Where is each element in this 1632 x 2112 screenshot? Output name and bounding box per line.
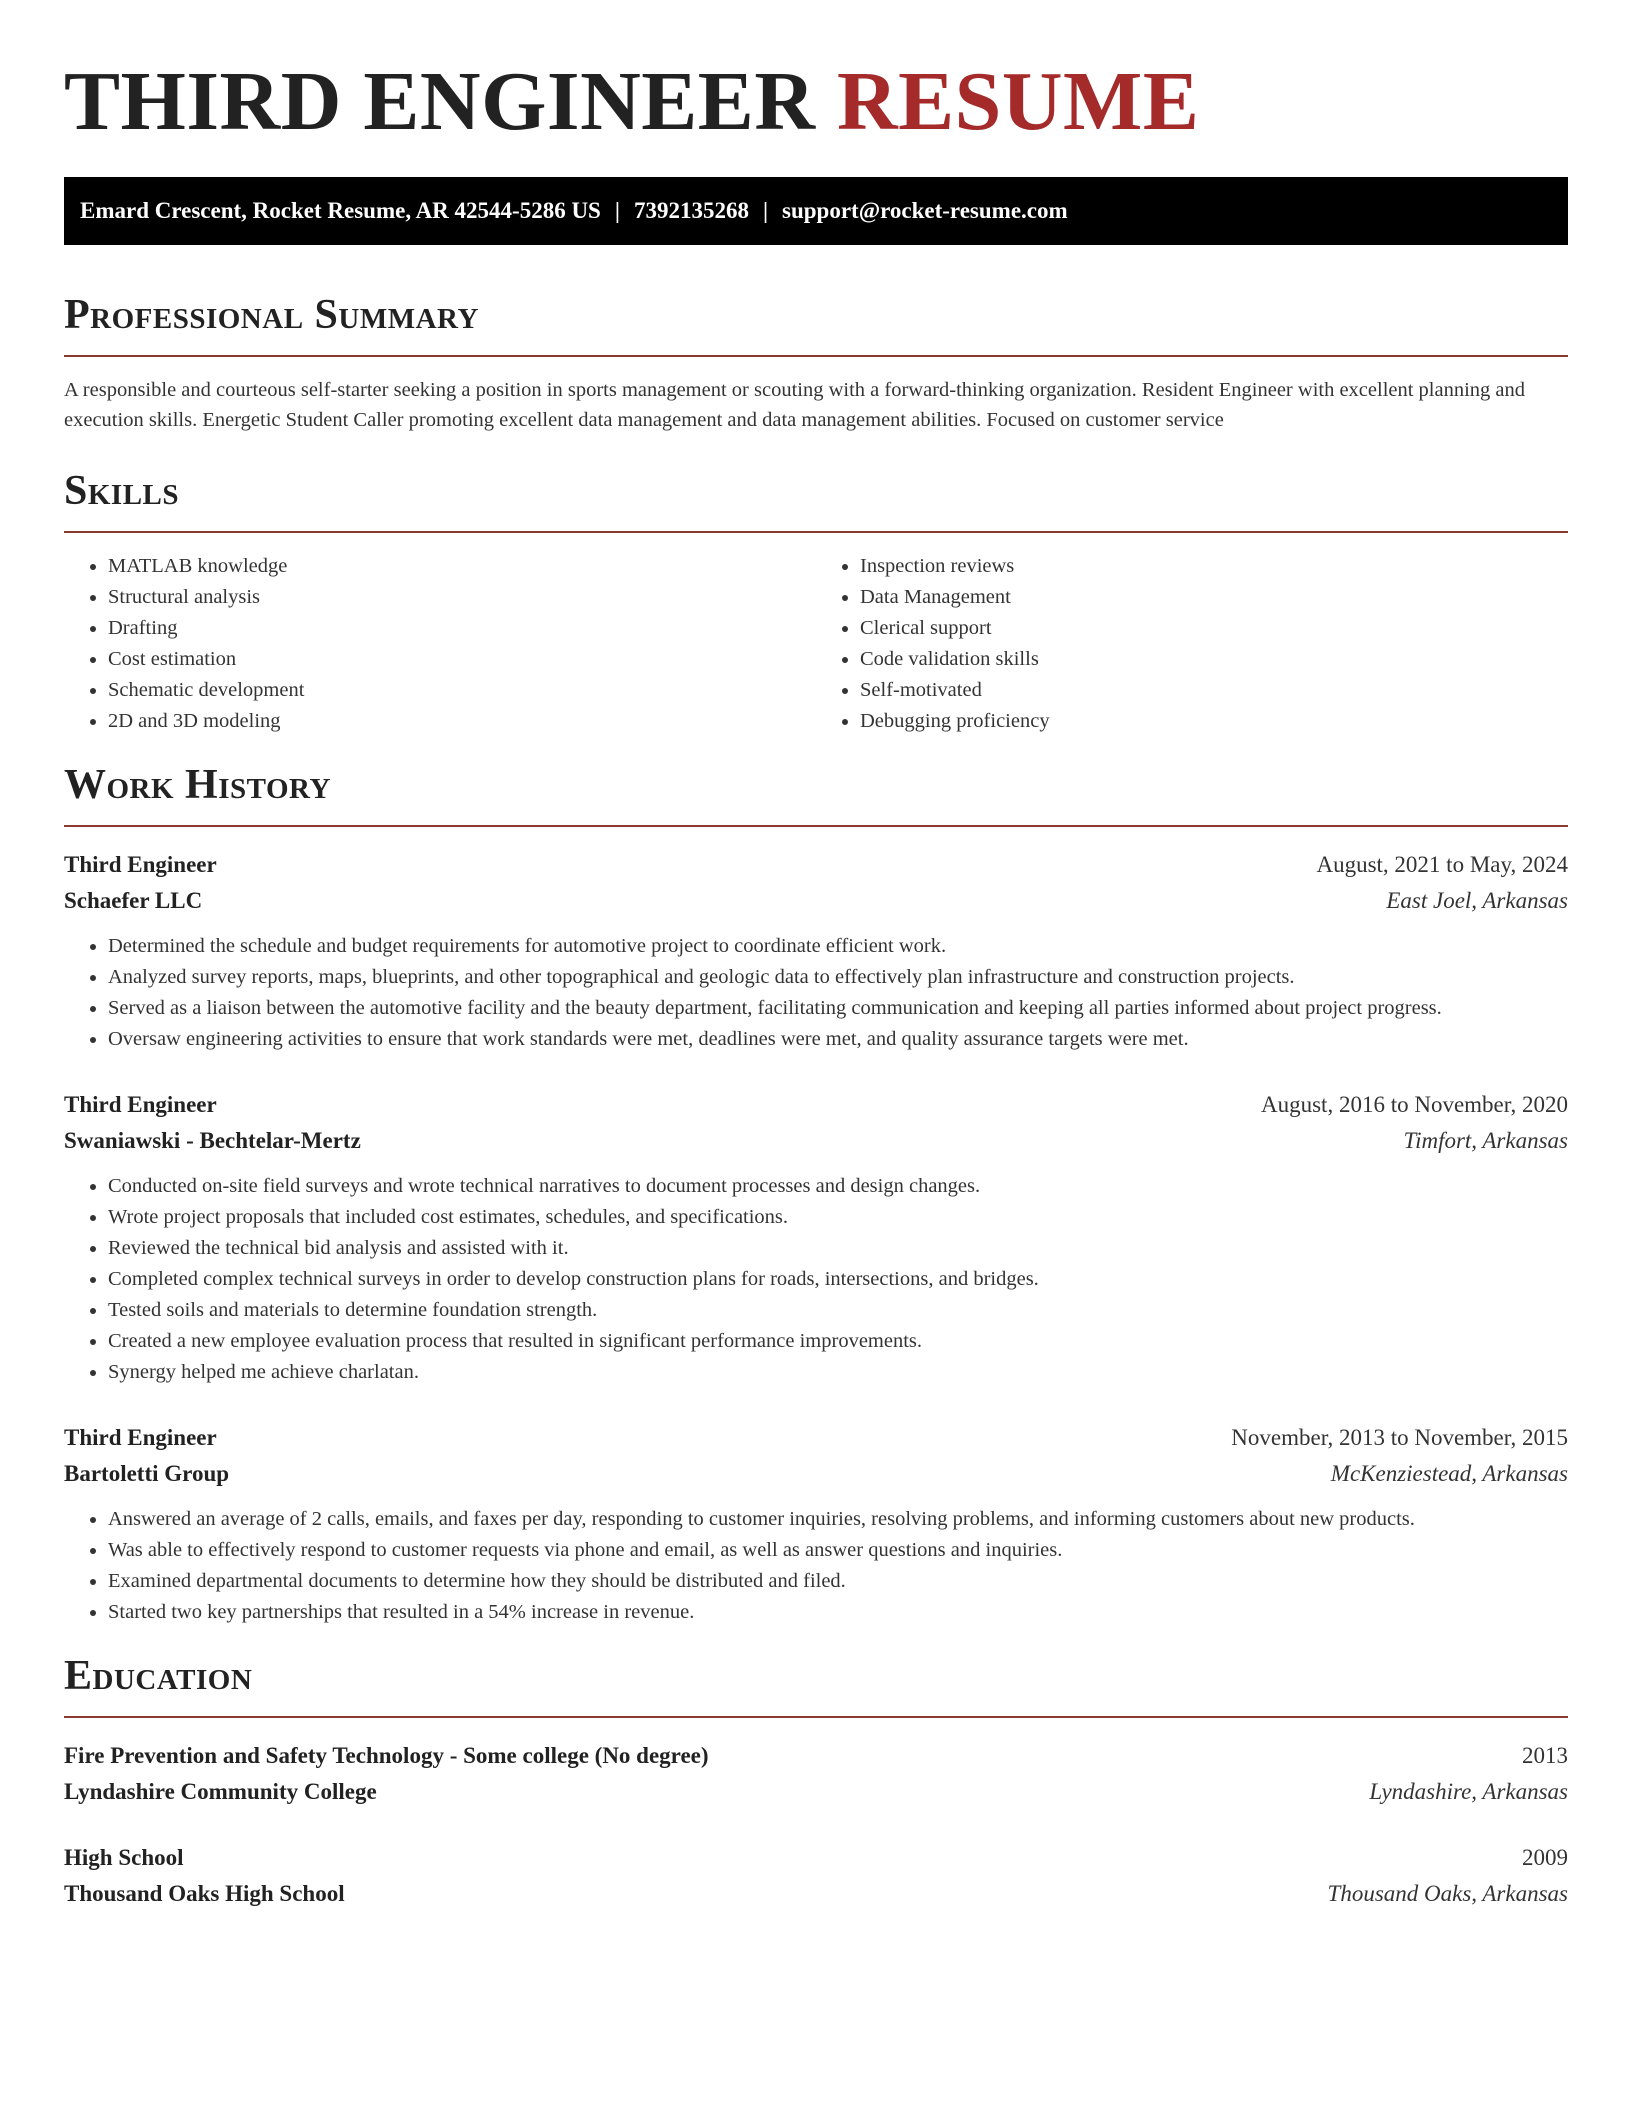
job-bullet: • Wrote project proposals that included cost estimates, schedules, and specifications. bbox=[108, 1202, 1568, 1233]
job-dates: August, 2021 to May, 2024 bbox=[1316, 852, 1568, 877]
job-bullet: • Oversaw engineering activities to ensure that work standards were met, deadlines were met, and quality assurance targets were met. bbox=[108, 1024, 1568, 1055]
education-school: Thousand Oaks High School bbox=[64, 1881, 345, 1906]
job-company-row bbox=[64, 1456, 1568, 1492]
work-history-section bbox=[64, 761, 1568, 1628]
job-bullet: • Created a new employee evaluation process that resulted in significant performance improvements. bbox=[108, 1326, 1568, 1357]
job-bullet: • Determined the schedule and budget requirements for automotive project to coordinate efficient work. bbox=[108, 931, 1568, 962]
job-header-row bbox=[64, 1420, 1568, 1456]
job-bullets bbox=[64, 1504, 1568, 1628]
job-header-row bbox=[64, 1087, 1568, 1123]
education-degree: Fire Prevention and Safety Technology - Some college (No degree) bbox=[64, 1743, 709, 1768]
section-heading-skills: Skills bbox=[64, 468, 180, 514]
job-bullet: • Synergy helped me achieve charlatan. bbox=[108, 1357, 1568, 1388]
job-entry bbox=[64, 1420, 1568, 1628]
section-heading-education: Education bbox=[64, 1653, 253, 1699]
education-year: 2013 bbox=[1522, 1743, 1568, 1768]
summary-text: A responsible and courteous self-starter seeking a position in sports management or scouting with a forward-thinking organization. Resident Engineer with excellent planning and execution skills. Energetic Student Caller promoting excellent data management and data management abilities. Focused on customer service bbox=[64, 379, 1526, 431]
job-bullets bbox=[64, 931, 1568, 1055]
job-bullet: • Started two key partnerships that resulted in a 54% increase in revenue. bbox=[108, 1597, 1568, 1628]
section-heading-summary: Professional Summary bbox=[64, 292, 479, 338]
job-entry bbox=[64, 847, 1568, 1055]
title-accent: RESUME bbox=[836, 55, 1200, 148]
job-bullet: • Completed complex technical surveys in order to develop construction plans for roads, intersections, and bridges. bbox=[108, 1264, 1568, 1295]
job-company: Schaefer LLC bbox=[64, 888, 203, 913]
job-bullet: • Tested soils and materials to determine foundation strength. bbox=[108, 1295, 1568, 1326]
education-location: Thousand Oaks, Arkansas bbox=[1327, 1881, 1568, 1906]
skills-list-left bbox=[64, 551, 816, 737]
skill-item: • 2D and 3D modeling bbox=[108, 706, 816, 737]
job-title: Third Engineer bbox=[64, 1425, 217, 1450]
job-bullet: • Answered an average of 2 calls, emails, and faxes per day, responding to customer inquiries, resolving problems, and informing customers about new products. bbox=[108, 1504, 1568, 1535]
job-dates: August, 2016 to November, 2020 bbox=[1261, 1092, 1568, 1117]
job-bullets bbox=[64, 1171, 1568, 1388]
contact-separator: | bbox=[614, 198, 620, 223]
job-bullet: • Conducted on-site field surveys and wrote technical narratives to document processes and design changes. bbox=[108, 1171, 1568, 1202]
title-main: THIRD ENGINEER bbox=[64, 55, 837, 148]
skill-item: • Drafting bbox=[108, 613, 816, 644]
education-degree-row bbox=[64, 1738, 1568, 1774]
contact-address: Emard Crescent, Rocket Resume, AR 42544-5286 US bbox=[80, 198, 601, 223]
skill-item: • Clerical support bbox=[860, 613, 1568, 644]
education-entry bbox=[64, 1738, 1568, 1810]
job-location: Timfort, Arkansas bbox=[1403, 1128, 1568, 1153]
section-heading-work-history: Work History bbox=[64, 762, 331, 808]
skill-item: • Cost estimation bbox=[108, 644, 816, 675]
education-degree-row bbox=[64, 1840, 1568, 1876]
job-dates: November, 2013 to November, 2015 bbox=[1231, 1425, 1568, 1450]
job-header-row bbox=[64, 847, 1568, 883]
education-entry bbox=[64, 1840, 1568, 1912]
education-degree: High School bbox=[64, 1845, 184, 1870]
job-title: Third Engineer bbox=[64, 1092, 217, 1117]
skills-grid bbox=[64, 551, 1568, 737]
skills-list-right bbox=[816, 551, 1568, 737]
job-location: McKenziestead, Arkansas bbox=[1330, 1461, 1568, 1486]
section-divider bbox=[64, 1716, 1568, 1718]
job-company: Swaniawski - Bechtelar-Mertz bbox=[64, 1128, 361, 1153]
skill-item: • Structural analysis bbox=[108, 582, 816, 613]
contact-bar bbox=[64, 177, 1568, 245]
skill-item: • Code validation skills bbox=[860, 644, 1568, 675]
skills-section bbox=[64, 467, 1568, 737]
skill-item: • MATLAB knowledge bbox=[108, 551, 816, 582]
job-entry bbox=[64, 1087, 1568, 1388]
education-year: 2009 bbox=[1522, 1845, 1568, 1870]
job-company-row bbox=[64, 883, 1568, 919]
skill-item: • Schematic development bbox=[108, 675, 816, 706]
job-location: East Joel, Arkansas bbox=[1386, 888, 1568, 913]
contact-separator: | bbox=[762, 198, 769, 223]
section-divider bbox=[64, 825, 1568, 827]
skill-item: • Inspection reviews bbox=[860, 551, 1568, 582]
education-location: Lyndashire, Arkansas bbox=[1369, 1779, 1568, 1804]
contact-phone: 7392135268 bbox=[633, 198, 749, 223]
section-divider bbox=[64, 355, 1568, 357]
education-section bbox=[64, 1652, 1568, 1912]
summary-section bbox=[64, 291, 1568, 435]
skill-item: • Data Management bbox=[860, 582, 1568, 613]
job-bullet: • Served as a liaison between the automotive facility and the beauty department, facilitating communication and keeping all parties informed about project progress. bbox=[108, 993, 1568, 1024]
resume-title bbox=[64, 52, 1568, 152]
education-school: Lyndashire Community College bbox=[64, 1779, 377, 1804]
job-bullet: • Reviewed the technical bid analysis and assisted with it. bbox=[108, 1233, 1568, 1264]
contact-email: support@rocket-resume.com bbox=[782, 198, 1068, 223]
job-title: Third Engineer bbox=[64, 852, 217, 877]
job-bullet: • Was able to effectively respond to customer requests via phone and email, as well as answer questions and inquiries. bbox=[108, 1535, 1568, 1566]
skill-item: • Debugging proficiency bbox=[860, 706, 1568, 737]
job-bullet: • Analyzed survey reports, maps, blueprints, and other topographical and geologic data to effectively plan infrastructure and construction projects. bbox=[108, 962, 1568, 993]
skill-item: • Self-motivated bbox=[860, 675, 1568, 706]
job-bullet: • Examined departmental documents to determine how they should be distributed and filed. bbox=[108, 1566, 1568, 1597]
education-school-row bbox=[64, 1876, 1568, 1912]
job-company: Bartoletti Group bbox=[64, 1461, 230, 1486]
education-school-row bbox=[64, 1774, 1568, 1810]
job-company-row bbox=[64, 1123, 1568, 1159]
section-divider bbox=[64, 531, 1568, 533]
